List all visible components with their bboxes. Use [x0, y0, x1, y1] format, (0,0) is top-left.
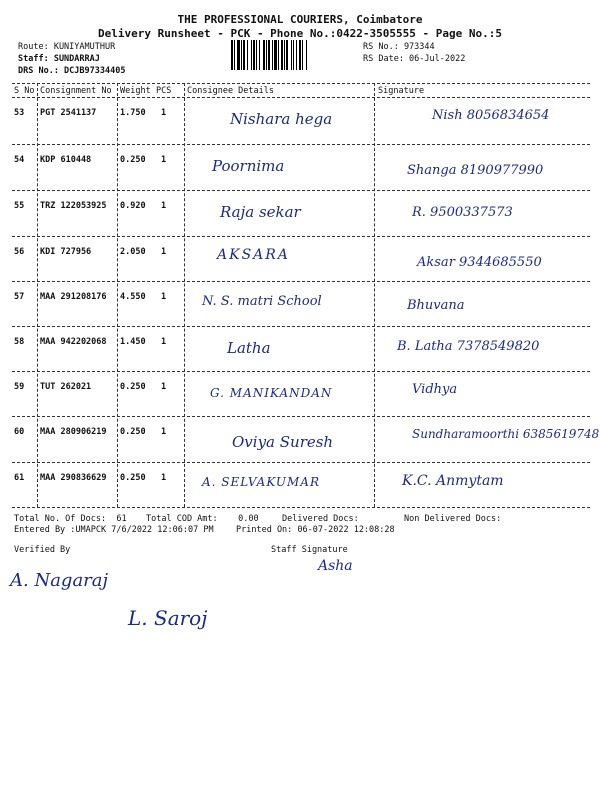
row-sno: 58: [14, 337, 25, 347]
row-sno: 56: [14, 247, 25, 257]
row-consignment: PGT 2541137: [40, 108, 97, 118]
entered-by: Entered By :UMAPCK 7/6/2022 12:06:07 PM: [14, 525, 214, 535]
row-consignment: MAA 290836629: [40, 473, 107, 483]
row-weight: 0.920: [120, 201, 146, 211]
row-weight: 0.250: [120, 382, 146, 392]
column-header-consignee: Consignee Details: [187, 86, 274, 96]
table-row: [12, 282, 590, 328]
table-bottom-rule: [12, 507, 590, 508]
row-consignment: KDP 610448: [40, 155, 92, 165]
row-consignment: TUT 262021: [40, 382, 92, 392]
row-pcs: 1: [161, 337, 167, 347]
row-weight: 0.250: [120, 155, 146, 165]
rs-number: RS No.: 973344: [363, 42, 435, 52]
row-pcs: 1: [161, 292, 167, 302]
row-pcs: 1: [161, 201, 167, 211]
table-row: [12, 327, 590, 373]
row-sno: 53: [14, 108, 25, 118]
column-header-consignment: Consignment No: [40, 86, 112, 96]
row-sno: 59: [14, 382, 25, 392]
row-weight: 0.250: [120, 473, 146, 483]
handwritten-signature: Bhuvana: [407, 298, 465, 313]
handwritten-signature: Sundharamoorthi 6385619748: [412, 427, 600, 441]
row-weight: 0.250: [120, 427, 146, 437]
bottom-signature: L. Saroj: [128, 606, 208, 630]
row-sno: 60: [14, 427, 25, 437]
column-header-signature: Signature: [378, 86, 425, 96]
company-title: THE PROFESSIONAL COURIERS, Coimbatore: [177, 13, 423, 26]
handwritten-consignee: Nishara hega: [230, 110, 333, 128]
handwritten-consignee: Latha: [227, 339, 271, 357]
column-header-pcs: PCS: [156, 86, 172, 96]
handwritten-signature: Vidhya: [412, 382, 458, 397]
drs-number: DRS No.: DCJB97334405: [18, 66, 126, 76]
row-pcs: 1: [161, 108, 167, 118]
verified-signature: A. Nagaraj: [10, 570, 109, 591]
row-consignment: MAA 280906219: [40, 427, 107, 437]
handwritten-consignee: Raja sekar: [220, 203, 301, 221]
table-row: [12, 463, 590, 509]
row-pcs: 1: [161, 473, 167, 483]
total-docs: Total No. Of Docs: 61: [14, 514, 127, 524]
non-delivered-docs: Non Delivered Docs:: [404, 514, 502, 524]
row-sno: 54: [14, 155, 25, 165]
row-consignment: MAA 291208176: [40, 292, 107, 302]
staff-signature-label: Staff Signature: [271, 545, 348, 555]
row-sno: 55: [14, 201, 25, 211]
verified-by-label: Verified By: [14, 545, 71, 555]
row-sno: 57: [14, 292, 25, 302]
row-pcs: 1: [161, 247, 167, 257]
handwritten-consignee: N. S. matri School: [202, 294, 322, 309]
row-weight: 1.450: [120, 337, 146, 347]
total-cod-amount: Total COD Amt: 0.00: [146, 514, 259, 524]
handwritten-consignee: Poornima: [212, 157, 285, 175]
staff-signature: Asha: [318, 558, 353, 574]
row-pcs: 1: [161, 382, 167, 392]
handwritten-consignee: AKSARA: [217, 247, 290, 263]
row-pcs: 1: [161, 155, 167, 165]
handwritten-consignee: A. SELVAKUMAR: [202, 475, 320, 489]
staff-label: Staff: SUNDARRAJ: [18, 54, 100, 64]
row-weight: 1.750: [120, 108, 146, 118]
row-sno: 61: [14, 473, 25, 483]
handwritten-signature: K.C. Anmytam: [402, 473, 504, 489]
handwritten-signature: Nish 8056834654: [432, 108, 550, 123]
row-weight: 4.550: [120, 292, 146, 302]
column-header-weight: Weight: [120, 86, 151, 96]
row-consignment: KDI 727956: [40, 247, 92, 257]
table-row: [12, 98, 590, 144]
table-row: [12, 372, 590, 418]
handwritten-signature: R. 9500337573: [412, 205, 513, 220]
row-weight: 2.050: [120, 247, 146, 257]
table-top-rule: [12, 83, 590, 84]
handwritten-consignee: G. MANIKANDAN: [210, 386, 333, 400]
table-row: [12, 191, 590, 237]
table-row: [12, 237, 590, 283]
row-consignment: MAA 942202068: [40, 337, 107, 347]
printed-on: Printed On: 06-07-2022 12:08:28: [236, 525, 395, 535]
delivered-docs: Delivered Docs:: [282, 514, 359, 524]
row-consignment: TRZ 122053925: [40, 201, 107, 211]
handwritten-consignee: Oviya Suresh: [232, 433, 334, 451]
barcode-bar: [307, 40, 308, 70]
table-row: [12, 417, 600, 463]
column-header-sno: S No: [14, 86, 35, 96]
handwritten-signature: Aksar 9344685550: [417, 255, 542, 270]
route-label: Route: KUNIYAMUTHUR: [18, 42, 116, 52]
rs-date: RS Date: 06-Jul-2022: [363, 54, 466, 64]
runsheet-subtitle: Delivery Runsheet - PCK - Phone No.:0422-3505555 - Page No.:5: [98, 27, 502, 40]
table-row: [12, 145, 590, 191]
handwritten-signature: Shanga 8190977990: [407, 163, 544, 178]
row-pcs: 1: [161, 427, 167, 437]
handwritten-signature: B. Latha 7378549820: [397, 339, 540, 354]
barcode: [231, 40, 356, 70]
